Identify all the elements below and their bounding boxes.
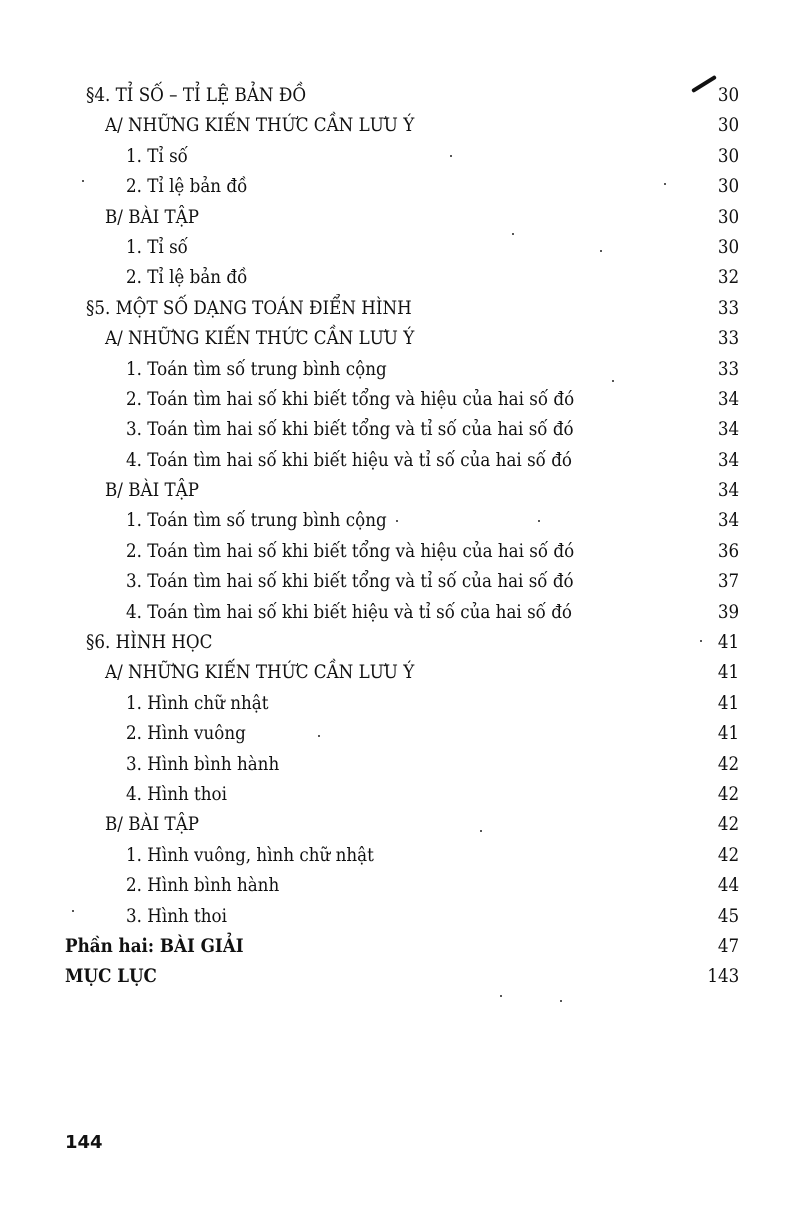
- scan-speck: [560, 1000, 562, 1002]
- toc-entry: [0, 961, 800, 991]
- toc-entry-page: 34: [717, 479, 739, 502]
- scan-speck: [318, 735, 320, 737]
- toc-entry-page: 33: [717, 327, 739, 350]
- toc-entry-page: 42: [717, 782, 739, 805]
- toc-entry-label: 1. Hình vuông, hình chữ nhật: [126, 843, 374, 866]
- toc-entry-page: 30: [717, 235, 739, 258]
- toc-entry: [0, 293, 800, 323]
- toc-entry: [0, 809, 800, 839]
- toc-entry-page: 30: [717, 205, 739, 228]
- toc-entry-label: 1. Toán tìm số trung bình cộng: [126, 509, 387, 532]
- toc-entry-page: 30: [717, 175, 739, 198]
- toc-entry-label: B/ BÀI TẬP: [105, 813, 199, 836]
- toc-entry-page: 30: [717, 84, 739, 106]
- scan-speck: [72, 910, 74, 912]
- toc-entry-label: 4. Toán tìm hai số khi biết hiệu và tỉ số của hai số đó: [126, 600, 572, 623]
- toc-entry: [0, 718, 800, 748]
- toc-entry: [0, 384, 800, 414]
- toc-entry-page: 30: [717, 114, 739, 137]
- toc-entry: [0, 262, 800, 292]
- scan-speck: [700, 640, 702, 642]
- toc-entry-page: 34: [717, 448, 739, 471]
- toc-entry-label: 3. Toán tìm hai số khi biết tổng và tỉ số của hai số đó: [126, 570, 574, 593]
- toc-entry-page: 34: [717, 387, 739, 410]
- toc-entry-page: 37: [717, 570, 739, 593]
- scan-speck: [600, 250, 602, 252]
- toc-entry-label: 4. Hình thoi: [126, 782, 227, 805]
- scan-speck: [82, 180, 84, 182]
- scan-speck: [612, 380, 614, 382]
- toc-entry-label: A/ NHỮNG KIẾN THỨC CẦN LƯU Ý: [105, 114, 415, 137]
- toc-entry-label: B/ BÀI TẬP: [105, 205, 199, 228]
- toc-entry-label: Phần hai: BÀI GIẢI: [65, 934, 244, 957]
- scan-speck: [480, 830, 482, 832]
- toc-entry: [0, 597, 800, 627]
- toc-entry-page: 45: [717, 904, 739, 927]
- toc-entry: [0, 901, 800, 931]
- toc-entry: [0, 688, 800, 718]
- toc-entry-page: 30: [717, 144, 739, 167]
- toc-entry-label: 2. Toán tìm hai số khi biết tổng và hiệu của hai số đó: [126, 539, 575, 562]
- toc-entry: [0, 445, 800, 475]
- toc-entry: [0, 627, 800, 657]
- toc-entry-page: 42: [717, 843, 739, 866]
- toc-entry-page: 36: [717, 539, 739, 562]
- toc-entry-label: 1. Toán tìm số trung bình cộng: [126, 357, 387, 380]
- toc-entry-page: 41: [717, 631, 739, 654]
- toc-entry-page: 41: [717, 661, 739, 684]
- toc-entry-label: A/ NHỮNG KIẾN THỨC CẦN LƯU Ý: [105, 327, 415, 350]
- scan-speck: [538, 520, 540, 522]
- table-of-contents: [0, 80, 800, 992]
- toc-entry-label: 3. Toán tìm hai số khi biết tổng và tỉ số của hai số đó: [126, 418, 574, 441]
- toc-entry-page: 44: [717, 874, 739, 897]
- toc-entry-label: 2. Hình bình hành: [126, 874, 280, 897]
- toc-entry-page: 39: [717, 600, 739, 623]
- toc-entry: [0, 657, 800, 687]
- scan-speck: [664, 183, 666, 185]
- toc-entry: [0, 171, 800, 201]
- toc-entry: [0, 536, 800, 566]
- toc-entry-label: MỤC LỤC: [65, 965, 157, 988]
- toc-entry-label: 2. Hình vuông: [126, 722, 246, 745]
- scan-speck: [512, 233, 514, 235]
- scan-speck: [450, 155, 452, 157]
- toc-entry: [0, 505, 800, 535]
- scan-speck: [396, 520, 398, 522]
- toc-entry: [0, 414, 800, 444]
- toc-entry-page: 34: [717, 418, 739, 441]
- toc-entry-label: §4. TỈ SỐ – TỈ LỆ BẢN ĐỒ: [86, 84, 307, 106]
- toc-entry-page: 41: [717, 691, 739, 714]
- toc-entry-label: B/ BÀI TẬP: [105, 479, 199, 502]
- toc-entry: [0, 80, 800, 110]
- page-number: 144: [65, 1132, 103, 1153]
- toc-entry: [0, 141, 800, 171]
- toc-entry-label: 2. Toán tìm hai số khi biết tổng và hiệu của hai số đó: [126, 387, 575, 410]
- toc-entry: [0, 475, 800, 505]
- toc-entry-label: §5. MỘT SỐ DẠNG TOÁN ĐIỂN HÌNH: [86, 296, 412, 319]
- toc-entry-page: 32: [717, 266, 739, 289]
- toc-entry-label: §6. HÌNH HỌC: [86, 631, 213, 654]
- toc-entry-label: 2. Tỉ lệ bản đồ: [126, 175, 248, 198]
- toc-entry: [0, 110, 800, 140]
- toc-entry: [0, 870, 800, 900]
- toc-entry-label: 1. Hình chữ nhật: [126, 691, 269, 714]
- toc-entry: [0, 232, 800, 262]
- toc-entry: [0, 566, 800, 596]
- toc-entry-page: 34: [717, 509, 739, 532]
- toc-entry-page: 143: [707, 965, 739, 988]
- scan-speck: [500, 995, 502, 997]
- toc-entry: [0, 202, 800, 232]
- toc-entry-label: A/ NHỮNG KIẾN THỨC CẦN LƯU Ý: [105, 661, 415, 684]
- toc-entry-label: 1. Tỉ số: [126, 144, 188, 167]
- toc-entry: [0, 354, 800, 384]
- toc-entry: [0, 840, 800, 870]
- toc-entry: [0, 779, 800, 809]
- toc-entry-page: 41: [717, 722, 739, 745]
- toc-entry-label: 2. Tỉ lệ bản đồ: [126, 266, 248, 289]
- toc-entry: [0, 323, 800, 353]
- toc-entry-page: 42: [717, 752, 739, 775]
- toc-entry: [0, 749, 800, 779]
- toc-entry-page: 33: [717, 357, 739, 380]
- toc-entry: [0, 931, 800, 961]
- toc-entry-label: 1. Tỉ số: [126, 235, 188, 258]
- toc-entry-label: 3. Hình bình hành: [126, 752, 280, 775]
- toc-entry-page: 47: [717, 934, 739, 957]
- toc-entry-label: 3. Hình thoi: [126, 904, 227, 927]
- toc-entry-label: 4. Toán tìm hai số khi biết hiệu và tỉ số của hai số đó: [126, 448, 572, 471]
- toc-entry-page: 42: [717, 813, 739, 836]
- toc-entry-page: 33: [717, 296, 739, 319]
